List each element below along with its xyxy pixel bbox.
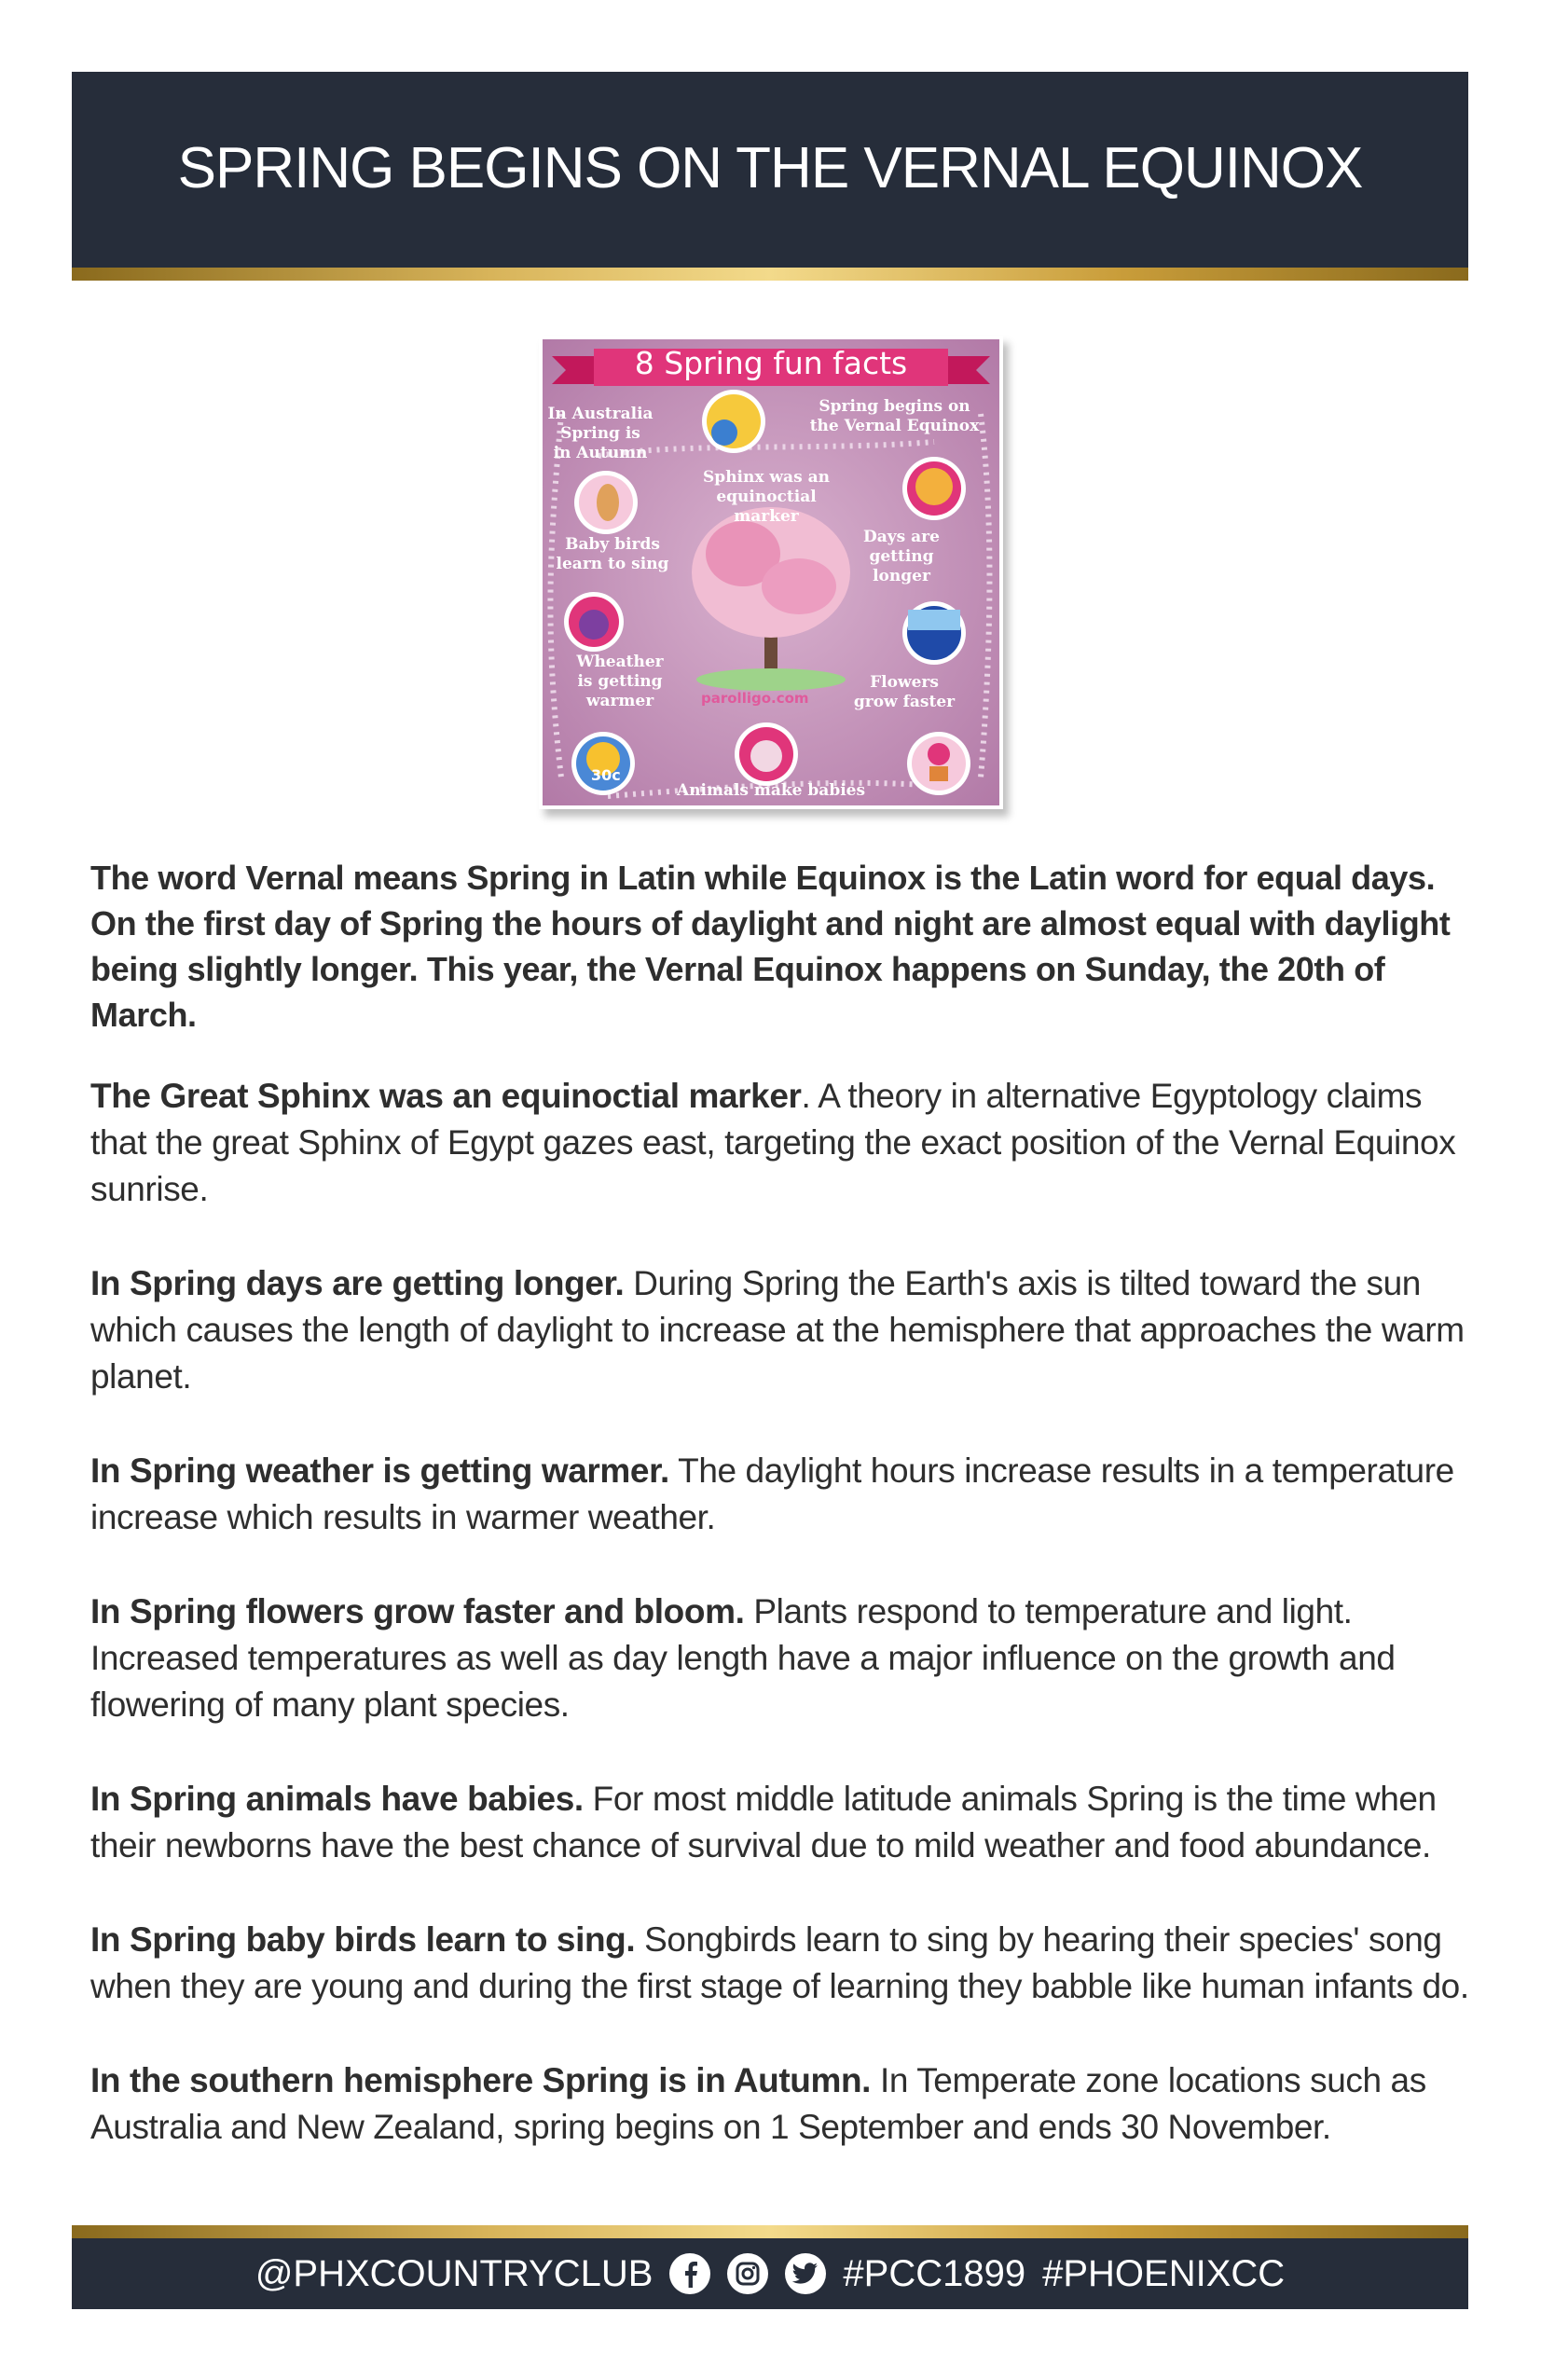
facts-list xyxy=(90,1073,1479,2198)
facebook-icon[interactable] xyxy=(669,2253,710,2294)
instagram-icon[interactable] xyxy=(727,2253,768,2294)
intro-line: The word Vernal means Spring in Latin while Equinox is the Latin word for equal days. xyxy=(90,859,1436,897)
header-banner xyxy=(72,72,1468,268)
infographic-logo: parolligo.com xyxy=(701,690,809,707)
twitter-icon[interactable] xyxy=(785,2253,826,2294)
fact-body: For most middle latitude animals Spring is the time when their newborns have the best chance of survival due to mild weather and food abundance. xyxy=(90,1780,1437,1864)
fact-heading: In Spring flowers grow faster and bloom. xyxy=(90,1592,745,1630)
infographic-banner-title: 8 Spring fun facts xyxy=(634,345,908,381)
label-flowers: Flowers grow faster xyxy=(853,673,956,711)
intro-line: On the first day of Spring the hours of daylight and night are almost equal with daylight xyxy=(90,904,1451,942)
fact-body: Plants respond to temperature and light. Increased temperatures as well as day length have a major influence on the growth and flowering of many plant species. xyxy=(90,1592,1396,1724)
flower-pot-icon xyxy=(907,732,970,795)
footer-bar xyxy=(72,2238,1468,2309)
warm-sun-icon xyxy=(571,732,635,795)
fact-body: In Temperate zone locations such as Australia and New Zealand, spring begins on 1 September and ends 30 November. xyxy=(90,2061,1426,2146)
label-sphinx: Sphinx was an equinoctial marker xyxy=(703,468,830,526)
label-birds: Baby birds learn to sing xyxy=(556,535,669,573)
fact-heading: The Great Sphinx was an equinoctial marker xyxy=(90,1077,802,1115)
fact-days xyxy=(90,1260,1479,1400)
intro-line: being slightly longer. This year, the Vernal Equinox happens on Sunday, the 20th of March. xyxy=(90,950,1385,1034)
temperature-label: 30c xyxy=(591,766,621,784)
label-australia: In Australia Spring is in Autumn xyxy=(547,405,654,462)
intro-paragraph xyxy=(90,855,1470,1038)
sphinx-icon xyxy=(902,457,966,520)
fact-body: The daylight hours increase results in a temperature increase which results in warmer weather. xyxy=(90,1451,1454,1536)
fact-birds xyxy=(90,1917,1479,2010)
hashtag-pcc[interactable]: #PCC1899 xyxy=(843,2252,1026,2294)
fact-sphinx xyxy=(90,1073,1479,1213)
fact-weather xyxy=(90,1448,1479,1541)
spring-facts-infographic xyxy=(539,336,1003,809)
label-days: Days are getting longer xyxy=(863,528,940,585)
label-equinox: Spring begins on the Vernal Equinox xyxy=(809,397,980,435)
fact-southern-hemisphere xyxy=(90,2057,1479,2151)
moon-night-icon xyxy=(902,601,966,665)
fact-heading: In Spring baby birds learn to sing. xyxy=(90,1920,636,1959)
sun-earth-icon xyxy=(702,390,765,453)
fact-heading: In the southern hemisphere Spring is in Autumn. xyxy=(90,2061,872,2099)
fact-body: Songbirds learn to sing by hearing their species' song when they are young and during the first stage of learning they babble like human infants do. xyxy=(90,1920,1469,2005)
label-weather: Wheather is getting warmer xyxy=(576,653,664,710)
label-animals: Animals make babies xyxy=(676,781,866,800)
bird-icon xyxy=(564,592,624,652)
page-title: SPRING BEGINS ON THE VERNAL EQUINOX xyxy=(177,136,1363,200)
kangaroo-icon xyxy=(574,471,638,534)
fact-flowers xyxy=(90,1589,1479,1728)
fact-animals xyxy=(90,1776,1479,1869)
social-handle[interactable]: @PHXCOUNTRYCLUB xyxy=(255,2252,654,2294)
fact-heading: In Spring weather is getting warmer. xyxy=(90,1451,669,1490)
baby-animal-icon xyxy=(735,722,798,786)
hashtag-phoenixcc[interactable]: #PHOENIXCC xyxy=(1042,2252,1286,2294)
fact-body: . A theory in alternative Egyptology claims that the great Sphinx of Egypt gazes east, targeting the exact position of the Vernal Equinox sunrise. xyxy=(90,1077,1456,1208)
gold-divider-bottom xyxy=(72,2225,1468,2238)
fact-heading: In Spring animals have babies. xyxy=(90,1780,584,1818)
fact-body: During Spring the Earth's axis is tilted toward the sun which causes the length of daylight to increase at the hemisphere that approaches the warm planet. xyxy=(90,1264,1465,1396)
fact-heading: In Spring days are getting longer. xyxy=(90,1264,625,1302)
gold-divider-top xyxy=(72,268,1468,281)
